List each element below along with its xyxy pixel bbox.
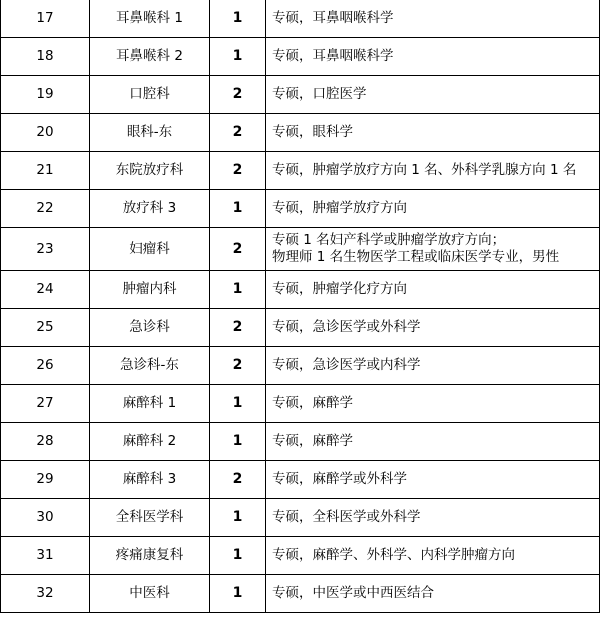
requirement-line: 专硕，耳鼻咽喉科学 xyxy=(272,48,394,64)
requirement-cell xyxy=(266,309,600,347)
table-row xyxy=(1,76,600,114)
department-cell: 全科医学科 xyxy=(90,499,210,537)
headcount-cell: 2 xyxy=(210,461,266,499)
requirement-line: 专硕，麻醉学或外科学 xyxy=(272,471,407,487)
department-cell: 耳鼻喉科 2 xyxy=(90,38,210,76)
requirement-line: 专硕，麻醉学 xyxy=(272,433,353,449)
requirement-line: 专硕 1 名妇产科学或肿瘤学放疗方向； xyxy=(272,232,506,248)
headcount-cell: 2 xyxy=(210,347,266,385)
requirement-line: 专硕，肿瘤学放疗方向 1 名、外科学乳腺方向 1 名 xyxy=(272,162,577,178)
requirement-line: 专硕，中医学或中西医结合 xyxy=(272,585,434,601)
department-cell: 急诊科-东 xyxy=(90,347,210,385)
requirement-cell xyxy=(266,575,600,613)
row-number-cell: 30 xyxy=(1,499,90,537)
table-row xyxy=(1,271,600,309)
table-row xyxy=(1,575,600,613)
requirement-line: 专硕，全科医学或外科学 xyxy=(272,509,421,525)
row-number-cell: 23 xyxy=(1,228,90,271)
requirement-line: 专硕，急诊医学或内科学 xyxy=(272,357,421,373)
table-row xyxy=(1,228,600,271)
requirement-cell xyxy=(266,347,600,385)
requirement-line: 专硕，口腔医学 xyxy=(272,86,367,102)
table-row xyxy=(1,0,600,38)
headcount-cell: 1 xyxy=(210,423,266,461)
department-cell: 耳鼻喉科 1 xyxy=(90,0,210,38)
department-cell: 眼科-东 xyxy=(90,114,210,152)
requirement-cell xyxy=(266,38,600,76)
headcount-cell: 1 xyxy=(210,575,266,613)
headcount-cell: 2 xyxy=(210,152,266,190)
requirement-cell xyxy=(266,0,600,38)
department-cell: 麻醉科 2 xyxy=(90,423,210,461)
headcount-cell: 1 xyxy=(210,271,266,309)
department-cell: 妇瘤科 xyxy=(90,228,210,271)
requirement-cell xyxy=(266,190,600,228)
row-number-cell: 27 xyxy=(1,385,90,423)
table-row xyxy=(1,537,600,575)
requirement-cell xyxy=(266,423,600,461)
headcount-cell: 2 xyxy=(210,309,266,347)
row-number-cell: 28 xyxy=(1,423,90,461)
headcount-cell: 2 xyxy=(210,228,266,271)
headcount-cell: 1 xyxy=(210,38,266,76)
table-body xyxy=(1,0,600,613)
requirement-cell xyxy=(266,385,600,423)
headcount-cell: 2 xyxy=(210,114,266,152)
requirement-cell xyxy=(266,537,600,575)
table-row xyxy=(1,152,600,190)
row-number-cell: 24 xyxy=(1,271,90,309)
headcount-cell: 1 xyxy=(210,385,266,423)
row-number-cell: 32 xyxy=(1,575,90,613)
requirement-line: 专硕，肿瘤学化疗方向 xyxy=(272,281,407,297)
requirement-cell xyxy=(266,152,600,190)
department-cell: 急诊科 xyxy=(90,309,210,347)
requirement-cell xyxy=(266,228,600,271)
row-number-cell: 22 xyxy=(1,190,90,228)
row-number-cell: 26 xyxy=(1,347,90,385)
requirement-cell xyxy=(266,76,600,114)
department-cell: 麻醉科 1 xyxy=(90,385,210,423)
department-cell: 东院放疗科 xyxy=(90,152,210,190)
table-row xyxy=(1,461,600,499)
requirement-line: 专硕，肿瘤学放疗方向 xyxy=(272,200,407,216)
department-cell: 疼痛康复科 xyxy=(90,537,210,575)
department-cell: 中医科 xyxy=(90,575,210,613)
requirement-line: 专硕，耳鼻咽喉科学 xyxy=(272,10,394,26)
requirement-cell xyxy=(266,461,600,499)
requirement-line: 专硕，麻醉学 xyxy=(272,395,353,411)
department-cell: 麻醉科 3 xyxy=(90,461,210,499)
table-row xyxy=(1,347,600,385)
requirement-cell xyxy=(266,271,600,309)
department-cell: 口腔科 xyxy=(90,76,210,114)
row-number-cell: 19 xyxy=(1,76,90,114)
row-number-cell: 31 xyxy=(1,537,90,575)
headcount-cell: 1 xyxy=(210,537,266,575)
row-number-cell: 25 xyxy=(1,309,90,347)
department-cell: 放疗科 3 xyxy=(90,190,210,228)
table-row xyxy=(1,190,600,228)
requirement-cell xyxy=(266,499,600,537)
requirement-line: 专硕，眼科学 xyxy=(272,124,353,140)
table-row xyxy=(1,385,600,423)
headcount-cell: 1 xyxy=(210,499,266,537)
requirement-line: 物理师 1 名生物医学工程或临床医学专业，男性 xyxy=(272,249,560,265)
table-row xyxy=(1,423,600,461)
headcount-cell: 1 xyxy=(210,0,266,38)
department-cell: 肿瘤内科 xyxy=(90,271,210,309)
table-row xyxy=(1,309,600,347)
row-number-cell: 29 xyxy=(1,461,90,499)
row-number-cell: 18 xyxy=(1,38,90,76)
headcount-cell: 2 xyxy=(210,76,266,114)
requirement-line: 专硕，麻醉学、外科学、内科学肿瘤方向 xyxy=(272,547,515,563)
headcount-cell: 1 xyxy=(210,190,266,228)
row-number-cell: 21 xyxy=(1,152,90,190)
table-row xyxy=(1,38,600,76)
requirement-line: 专硕，急诊医学或外科学 xyxy=(272,319,421,335)
row-number-cell: 20 xyxy=(1,114,90,152)
row-number-cell: 17 xyxy=(1,0,90,38)
table-row xyxy=(1,114,600,152)
requirement-cell xyxy=(266,114,600,152)
table-row xyxy=(1,499,600,537)
